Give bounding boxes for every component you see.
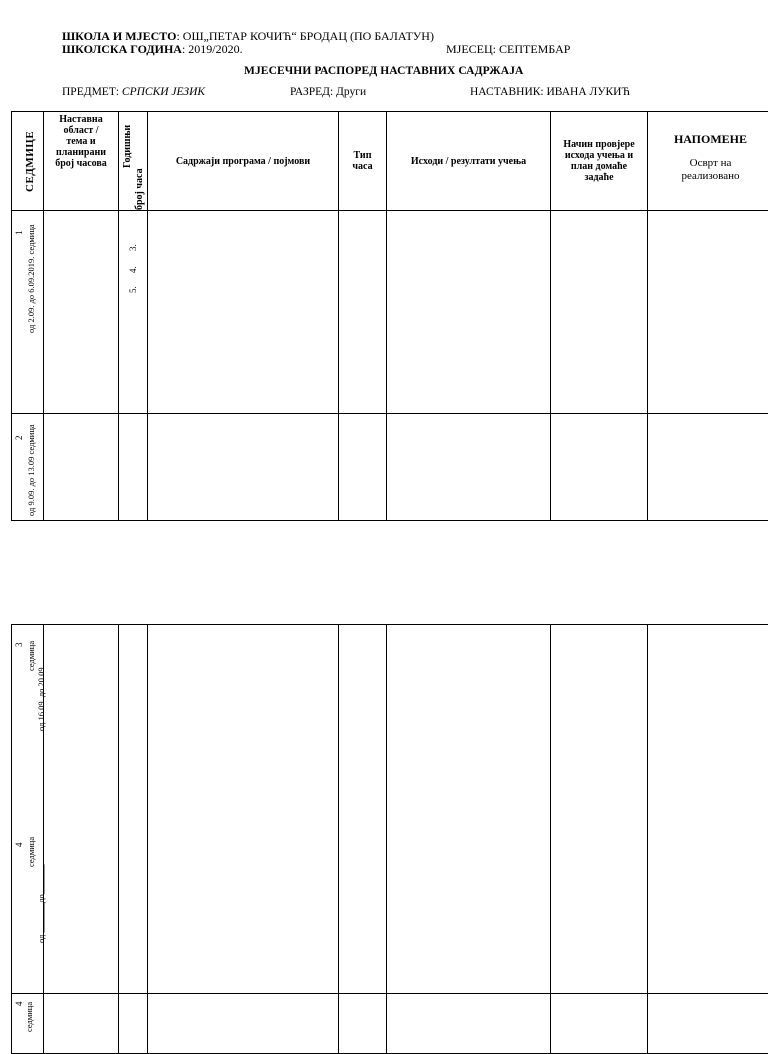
type-header-line: часа xyxy=(339,161,386,172)
weeks-header-cell xyxy=(12,112,44,211)
subject-value: СРПСКИ ЈЕЗИК xyxy=(122,86,205,98)
notes-sub-line: реализовано xyxy=(682,170,740,182)
school-label: ШКОЛА И МЈЕСТО xyxy=(62,29,176,43)
subject-line xyxy=(62,86,205,98)
week-label: седмица xyxy=(24,1002,34,1032)
content-cell xyxy=(148,414,339,521)
area-header-line: планирани xyxy=(44,147,118,158)
week-number: 4 xyxy=(14,843,24,848)
week-number: 4 xyxy=(14,1002,24,1007)
class-number: 4. xyxy=(128,266,138,273)
type-header-line: Тип xyxy=(339,150,386,161)
notes-header: НАПОМЕНЕ xyxy=(648,134,768,145)
notes-cell xyxy=(648,625,768,994)
annual-cell xyxy=(119,414,148,521)
area-header-line: област / xyxy=(44,125,118,136)
annual-header: Годишњи xyxy=(122,125,133,168)
week-label: седмица xyxy=(26,641,36,671)
year-label: ШКОЛСКА ГОДИНА xyxy=(62,42,182,56)
teacher-label: НАСТАВНИК: ИВАНА ЛУКИЋ xyxy=(470,86,630,98)
area-header-line: број часова xyxy=(44,158,118,169)
week-number: 2 xyxy=(14,436,24,441)
methods-header-line: план домаће xyxy=(551,161,647,172)
outcomes-cell xyxy=(387,211,551,414)
year-value: : 2019/2020. xyxy=(182,42,243,56)
content-cell xyxy=(148,211,339,414)
notes-cell xyxy=(648,414,768,521)
outcomes-header-cell xyxy=(387,112,551,211)
methods-header-line: задаће xyxy=(551,172,647,183)
week-number: 1 xyxy=(14,231,24,236)
header-row xyxy=(12,112,768,211)
document-title: МЈЕСЕЧНИ РАСПОРЕД НАСТАВНИХ САДРЖАЈА xyxy=(244,65,523,77)
grade-label: РАЗРЕД: Други xyxy=(290,86,366,98)
notes-cell xyxy=(648,211,768,414)
content-header: Садржаји програма / појмови xyxy=(176,156,310,167)
area-header-line: Наставна xyxy=(44,114,118,125)
school-value: : ОШ„ПЕТАР КОЧИЋ“ БРОДАЦ (ПО БАЛАТУН) xyxy=(176,29,434,43)
outcomes-cell xyxy=(387,625,551,994)
area-cell xyxy=(44,625,119,994)
table-row xyxy=(12,211,768,414)
annual-cell xyxy=(119,211,148,414)
outcomes-header: Исходи / резултати учења xyxy=(411,156,526,167)
type-cell xyxy=(339,211,387,414)
schedule-table-top xyxy=(11,111,768,521)
methods-header-line: Начин провјере xyxy=(551,139,647,150)
methods-header-cell xyxy=(551,112,648,211)
notes-header-cell xyxy=(648,112,768,211)
week-range: од 9.09. до 13.09 седмица xyxy=(26,424,36,516)
type-header-cell xyxy=(339,112,387,211)
year-line xyxy=(62,42,243,57)
week-range: од 2.09. до 6.09.2019. седмица xyxy=(26,224,36,333)
outcomes-cell xyxy=(387,414,551,521)
week-cell xyxy=(12,211,44,414)
area-header-cell xyxy=(44,112,119,211)
area-cell xyxy=(44,211,119,414)
annual-sub-header: број часа xyxy=(134,168,145,210)
week-number: 3 xyxy=(14,643,24,648)
notes-sub-line: Осврт на xyxy=(690,157,732,169)
methods-cell xyxy=(551,414,648,521)
notes-sub-header xyxy=(648,157,768,183)
methods-cell xyxy=(551,211,648,414)
table-row xyxy=(12,625,768,994)
subject-label: ПРЕДМЕТ: xyxy=(62,86,119,98)
week-cell xyxy=(12,625,44,994)
week-range: од _______до_______ xyxy=(36,864,46,943)
class-number: 3. xyxy=(128,244,138,251)
week-cell xyxy=(12,414,44,521)
weeks-header: СЕДМИЦЕ xyxy=(24,131,36,192)
class-number: 5. xyxy=(128,286,138,293)
content-cell xyxy=(148,625,339,994)
type-cell xyxy=(339,414,387,521)
methods-header-line: исхода учења и xyxy=(551,150,647,161)
area-cell xyxy=(44,414,119,521)
schedule-table-bottom xyxy=(11,624,768,1054)
month-label: МЈЕСЕЦ: СЕПТЕМБАР xyxy=(446,42,570,57)
content-header-cell xyxy=(148,112,339,211)
annual-header-cell xyxy=(119,112,148,211)
week-range: од 16.09. до 20.09 xyxy=(36,667,46,731)
area-header-line: тема и xyxy=(44,136,118,147)
table-row xyxy=(12,414,768,521)
week-label: седмица xyxy=(26,837,36,867)
methods-cell xyxy=(551,625,648,994)
type-cell xyxy=(339,625,387,994)
annual-cell xyxy=(119,625,148,994)
